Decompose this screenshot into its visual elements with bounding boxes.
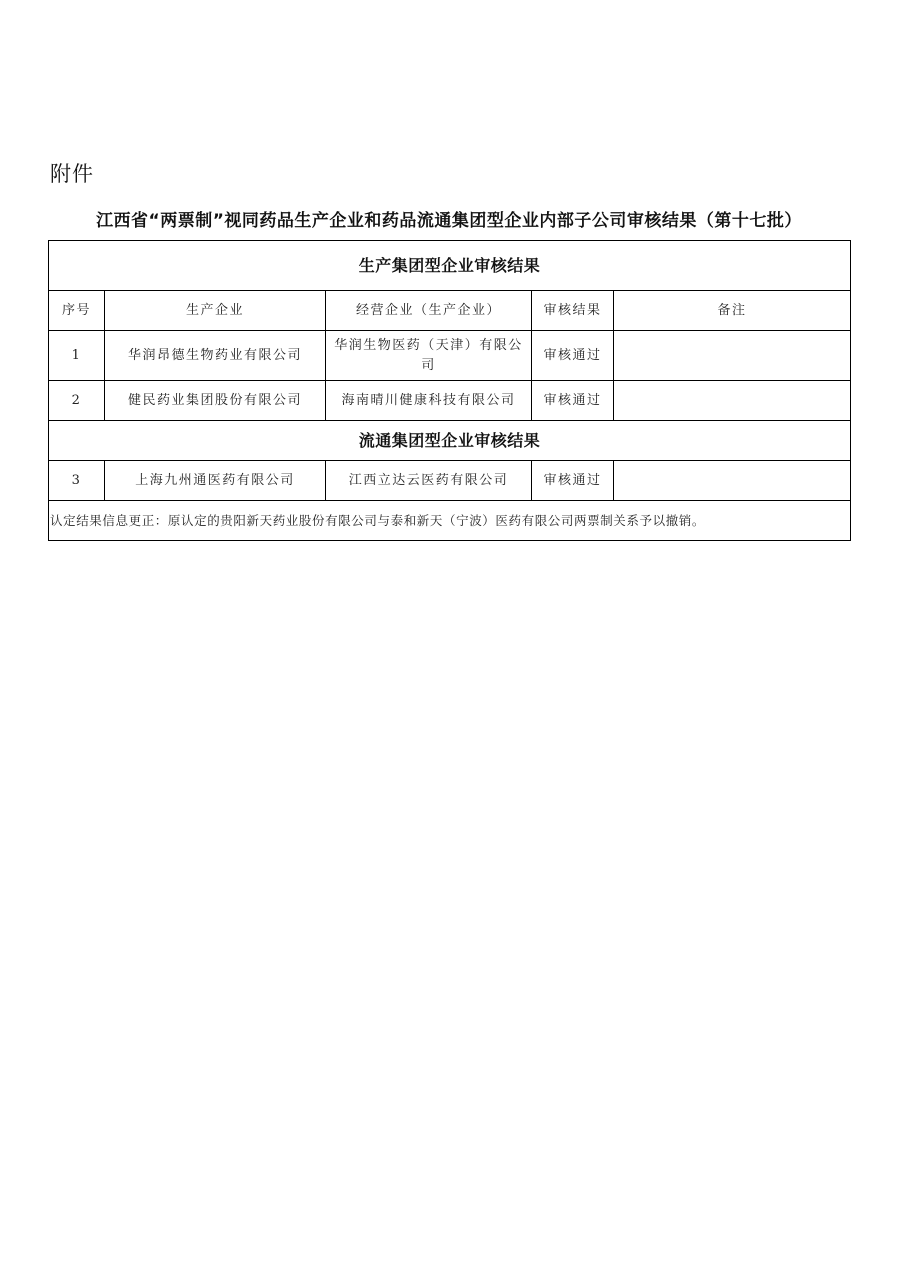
cell-result: 审核通过	[532, 461, 614, 501]
document-title: 江西省“两票制”视同药品生产企业和药品流通集团型企业内部子公司审核结果（第十七批）	[96, 211, 802, 231]
cell-remark	[614, 381, 851, 421]
cell-seq: 3	[49, 461, 105, 501]
distribution-section-row	[49, 421, 851, 461]
table-row	[49, 381, 851, 421]
cell-producer: 上海九州通医药有限公司	[105, 461, 326, 501]
cell-remark	[614, 331, 851, 381]
table-row	[49, 461, 851, 501]
table-header-row	[49, 291, 851, 331]
cell-producer: 健民药业集团股份有限公司	[105, 381, 326, 421]
production-section-row	[49, 241, 851, 291]
header-result: 审核结果	[532, 291, 614, 331]
cell-operator: 海南晴川健康科技有限公司	[326, 381, 532, 421]
attachment-label: 附件	[50, 162, 94, 186]
table-row	[49, 331, 851, 381]
cell-result: 审核通过	[532, 331, 614, 381]
production-section-heading: 生产集团型企业审核结果	[49, 241, 851, 291]
cell-seq: 2	[49, 381, 105, 421]
audit-result-table	[48, 240, 851, 541]
cell-seq: 1	[49, 331, 105, 381]
cell-operator: 华润生物医药（天津）有限公司	[326, 331, 532, 381]
correction-note: 认定结果信息更正：原认定的贵阳新天药业股份有限公司与泰和新天（宁波）医药有限公司两票制关系予以撤销。	[49, 501, 851, 541]
cell-result: 审核通过	[532, 381, 614, 421]
cell-operator: 江西立达云医药有限公司	[326, 461, 532, 501]
header-remark: 备注	[614, 291, 851, 331]
note-row	[49, 501, 851, 541]
cell-producer: 华润昂德生物药业有限公司	[105, 331, 326, 381]
cell-remark	[614, 461, 851, 501]
header-operator: 经营企业（生产企业）	[326, 291, 532, 331]
header-producer: 生产企业	[105, 291, 326, 331]
header-seq: 序号	[49, 291, 105, 331]
distribution-section-heading: 流通集团型企业审核结果	[49, 421, 851, 461]
